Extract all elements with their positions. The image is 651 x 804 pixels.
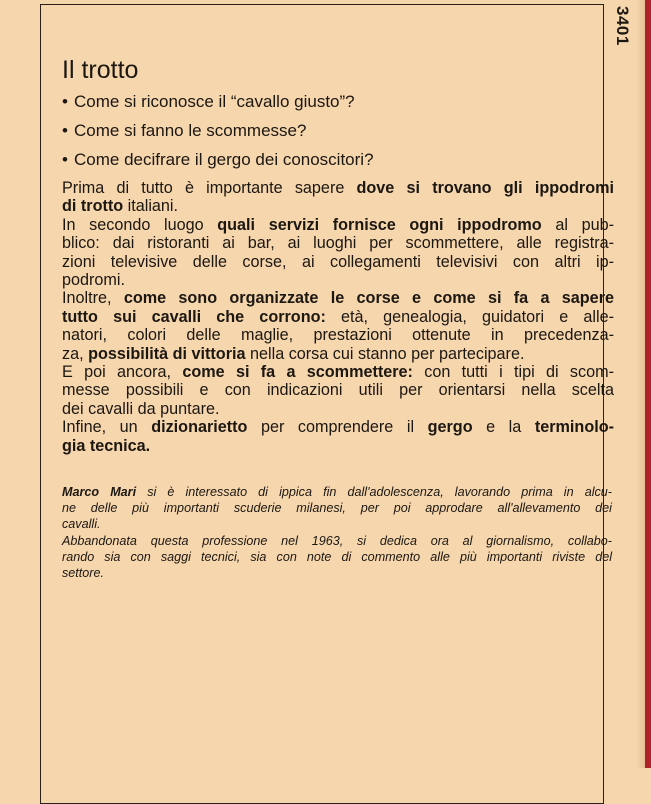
text: In secondo luogo (62, 215, 218, 234)
bio-line (62, 516, 612, 532)
bold-text: di trotto (62, 197, 124, 216)
text: Prima di tutto è importante sapere (62, 179, 357, 197)
text: messe possibili e con indicazioni utili per orientarsi nella scelta (62, 381, 614, 400)
bullet-icon: • (62, 92, 68, 111)
text: rando sia con saggi tecnici, sia con note di commento alle più importanti riviste del (62, 549, 612, 564)
text: per comprendere il (247, 418, 428, 437)
body-line (62, 363, 614, 382)
bullet-icon: • (62, 121, 68, 140)
bold-text: come sono organizzate le corse e come si fa a sapere (123, 289, 614, 308)
bio-line (62, 484, 612, 500)
bold-text: dove si trovano gli ippodromi (356, 179, 614, 197)
text: Abbandonata questa professione nel 1963, si dedica ora al giornalismo, collabo- (62, 533, 612, 548)
bullet-item (62, 92, 355, 112)
text: e la (472, 418, 535, 437)
text: Inoltre, (62, 289, 124, 308)
bold-text: gia tecnica. (62, 436, 151, 455)
bold-text: gergo (427, 418, 473, 437)
bold-text: Marco Mari (62, 485, 137, 499)
bold-text: terminolo- (534, 418, 614, 437)
bold-text: possibilità di vittoria (88, 344, 246, 363)
text: za, (62, 344, 89, 363)
bold-text: quali servizi fornisce ogni ippodromo (217, 215, 542, 234)
bio-line (62, 565, 612, 581)
bullet-text: Come decifrare il gergo dei conoscitori? (74, 150, 374, 169)
series-number: 3401 (613, 6, 632, 46)
text: settore. (62, 566, 104, 580)
book-title: Il trotto (62, 56, 139, 84)
bullet-text: Come si riconosce il “cavallo giusto”? (74, 92, 355, 111)
bio-line (62, 549, 612, 565)
body-line (62, 271, 614, 290)
bullet-icon: • (62, 150, 68, 169)
bold-text: dizionarietto (151, 418, 248, 437)
text: podromi. (62, 271, 125, 289)
spine-red-strip (645, 0, 651, 768)
body-line (62, 216, 614, 235)
spine-shadow (637, 0, 645, 768)
text: con tutti i tipi di scom- (412, 363, 614, 381)
text: italiani. (123, 197, 179, 216)
text: al pub- (541, 215, 614, 234)
bold-text: come si fa a scommettere: (182, 363, 413, 381)
text: zioni televisive delle corse, ai collegamenti televisivi con altri ip- (62, 252, 614, 271)
text: cavalli. (62, 517, 101, 532)
bullet-item (62, 150, 374, 170)
body-line (62, 418, 614, 437)
text: età, genealogia, guidatori e alle- (325, 307, 614, 326)
text: nella corsa cui stanno per partecipare. (245, 344, 525, 363)
body-line (62, 400, 614, 419)
text: Infine, un (62, 418, 152, 437)
text: ne delle più importanti scuderie milanesi, per poi approdare all'allevamento dei (62, 501, 612, 516)
body-line (62, 179, 614, 198)
bullet-text: Come si fanno le scommesse? (74, 121, 307, 140)
body-line (62, 326, 614, 345)
text: E poi ancora, (62, 363, 183, 381)
body-line (62, 437, 614, 456)
body-line (62, 308, 614, 327)
body-line (62, 345, 614, 364)
bio-line (62, 533, 612, 549)
text: dei cavalli da puntare. (62, 399, 220, 418)
bullet-item (62, 121, 306, 141)
body-line (62, 197, 614, 216)
body-line (62, 253, 614, 272)
body-line (62, 234, 614, 253)
bio-line (62, 500, 612, 516)
text: natori, colori delle maglie, prestazioni ottenute in precedenza- (62, 326, 614, 345)
text: si è interessato di ippica fin dall'adolescenza, lavorando prima in alcu- (136, 485, 612, 499)
body-line (62, 289, 614, 308)
bold-text: tutto sui cavalli che corrono: (62, 307, 326, 326)
text: blico: dai ristoranti ai bar, ai luoghi per scommettere, alle registra- (62, 234, 614, 253)
body-line (62, 381, 614, 400)
